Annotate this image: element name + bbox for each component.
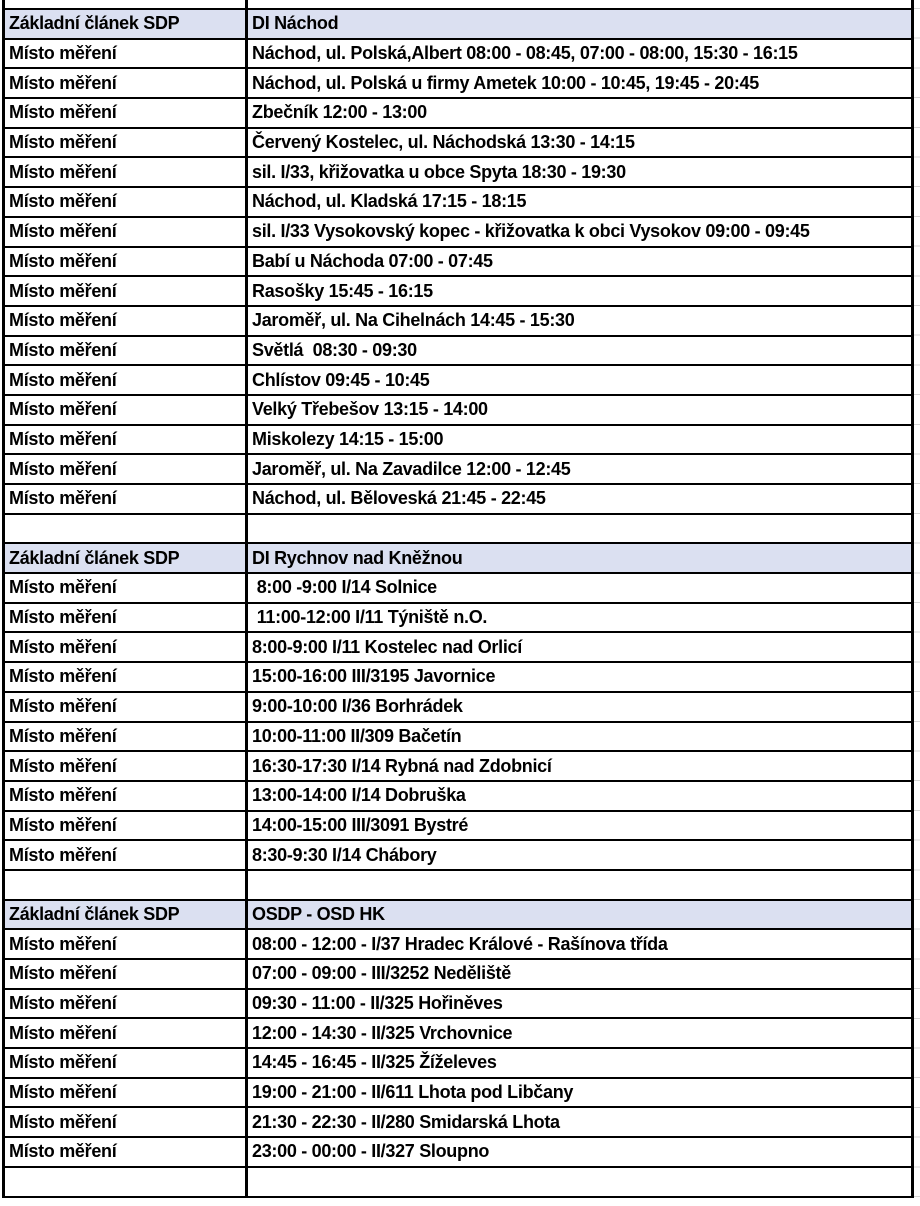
row-label-cell[interactable]: Místo měření bbox=[2, 841, 245, 869]
measurement-row bbox=[2, 218, 914, 248]
measurement-row bbox=[2, 129, 914, 159]
measurement-row bbox=[2, 426, 914, 456]
row-label-cell[interactable]: Místo měření bbox=[2, 307, 245, 335]
row-value-cell[interactable]: Chlístov 09:45 - 10:45 bbox=[245, 366, 914, 394]
row-value-cell[interactable]: Jaroměř, ul. Na Zavadilce 12:00 - 12:45 bbox=[245, 455, 914, 483]
section-label-cell[interactable]: Základní článek SDP bbox=[2, 10, 245, 38]
row-label-cell[interactable]: Místo měření bbox=[2, 277, 245, 305]
section-label-cell[interactable]: Základní článek SDP bbox=[2, 901, 245, 929]
measurement-row bbox=[2, 604, 914, 634]
row-label-cell[interactable]: Místo měření bbox=[2, 485, 245, 513]
row-label-cell[interactable]: Místo měření bbox=[2, 188, 245, 216]
row-value-cell[interactable]: Zbečník 12:00 - 13:00 bbox=[245, 99, 914, 127]
row-value-cell[interactable]: Náchod, ul. Kladská 17:15 - 18:15 bbox=[245, 188, 914, 216]
row-label-cell[interactable]: Místo měření bbox=[2, 69, 245, 97]
row-label-cell[interactable]: Místo měření bbox=[2, 396, 245, 424]
measurement-row bbox=[2, 1138, 914, 1168]
row-value-cell[interactable]: 8:30-9:30 I/14 Chábory bbox=[245, 841, 914, 869]
row-value-cell[interactable]: Světlá 08:30 - 09:30 bbox=[245, 337, 914, 365]
row-value-cell[interactable]: 13:00-14:00 I/14 Dobruška bbox=[245, 782, 914, 810]
row-value-cell[interactable]: 23:00 - 00:00 - II/327 Sloupno bbox=[245, 1138, 914, 1166]
row-label-cell[interactable]: Místo měření bbox=[2, 426, 245, 454]
empty-row bbox=[2, 871, 914, 901]
row-value-cell[interactable] bbox=[245, 0, 914, 8]
row-label-cell[interactable]: Místo měření bbox=[2, 158, 245, 186]
row-label-cell[interactable]: Místo měření bbox=[2, 604, 245, 632]
row-label-cell[interactable] bbox=[2, 0, 245, 8]
row-value-cell[interactable]: Náchod, ul. Běloveská 21:45 - 22:45 bbox=[245, 485, 914, 513]
measurement-row bbox=[2, 485, 914, 515]
row-label-cell[interactable]: Místo měření bbox=[2, 40, 245, 68]
row-value-cell[interactable]: 14:00-15:00 III/3091 Bystré bbox=[245, 812, 914, 840]
row-value-cell[interactable]: sil. I/33 Vysokovský kopec - křižovatka k obci Vysokov 09:00 - 09:45 bbox=[245, 218, 914, 246]
row-label-cell[interactable]: Místo měření bbox=[2, 574, 245, 602]
section-value-cell[interactable]: OSDP - OSD HK bbox=[245, 901, 914, 929]
measurement-row bbox=[2, 99, 914, 129]
row-value-cell[interactable] bbox=[245, 1168, 914, 1196]
row-label-cell[interactable]: Místo měření bbox=[2, 248, 245, 276]
measurement-row bbox=[2, 841, 914, 871]
row-label-cell[interactable]: Místo měření bbox=[2, 693, 245, 721]
section-header-row bbox=[2, 901, 914, 931]
measurement-row bbox=[2, 366, 914, 396]
measurement-row bbox=[2, 693, 914, 723]
measurement-row bbox=[2, 1079, 914, 1109]
measurement-row bbox=[2, 248, 914, 278]
row-value-cell[interactable]: Náchod, ul. Polská u firmy Ametek 10:00 - 10:45, 19:45 - 20:45 bbox=[245, 69, 914, 97]
section-value-cell[interactable]: DI Rychnov nad Kněžnou bbox=[245, 544, 914, 572]
measurement-row bbox=[2, 782, 914, 812]
row-value-cell[interactable]: 09:30 - 11:00 - II/325 Hořiněves bbox=[245, 990, 914, 1018]
row-label-cell[interactable]: Místo měření bbox=[2, 930, 245, 958]
row-value-cell[interactable]: 12:00 - 14:30 - II/325 Vrchovnice bbox=[245, 1019, 914, 1047]
measurement-row bbox=[2, 930, 914, 960]
measurement-row bbox=[2, 396, 914, 426]
row-label-cell[interactable]: Místo měření bbox=[2, 990, 245, 1018]
row-value-cell[interactable]: 07:00 - 09:00 - III/3252 Neděliště bbox=[245, 960, 914, 988]
row-value-cell[interactable]: Velký Třebešov 13:15 - 14:00 bbox=[245, 396, 914, 424]
measurement-row bbox=[2, 574, 914, 604]
section-header-row bbox=[2, 544, 914, 574]
row-label-cell[interactable]: Místo měření bbox=[2, 455, 245, 483]
row-label-cell[interactable] bbox=[2, 1168, 245, 1196]
row-value-cell[interactable]: 14:45 - 16:45 - II/325 Žíželeves bbox=[245, 1049, 914, 1077]
section-value-cell[interactable]: DI Náchod bbox=[245, 10, 914, 38]
row-value-cell[interactable]: Náchod, ul. Polská,Albert 08:00 - 08:45, 07:00 - 08:00, 15:30 - 16:15 bbox=[245, 40, 914, 68]
row-value-cell[interactable]: 19:00 - 21:00 - II/611 Lhota pod Libčany bbox=[245, 1079, 914, 1107]
row-label-cell[interactable]: Místo měření bbox=[2, 1019, 245, 1047]
row-value-cell[interactable]: 8:00-9:00 I/11 Kostelec nad Orlicí bbox=[245, 633, 914, 661]
row-value-cell[interactable]: 8:00 -9:00 I/14 Solnice bbox=[245, 574, 914, 602]
row-label-cell[interactable]: Místo měření bbox=[2, 129, 245, 157]
section-label-cell[interactable]: Základní článek SDP bbox=[2, 544, 245, 572]
row-label-cell[interactable]: Místo měření bbox=[2, 752, 245, 780]
row-label-cell[interactable]: Místo měření bbox=[2, 723, 245, 751]
measurement-row bbox=[2, 1019, 914, 1049]
measurement-row bbox=[2, 188, 914, 218]
measurement-row bbox=[2, 812, 914, 842]
measurement-row bbox=[2, 158, 914, 188]
row-value-cell[interactable] bbox=[245, 515, 914, 543]
measurement-row bbox=[2, 723, 914, 753]
empty-row bbox=[2, 1168, 914, 1198]
row-label-cell[interactable] bbox=[2, 515, 245, 543]
row-value-cell[interactable]: 16:30-17:30 I/14 Rybná nad Zdobnicí bbox=[245, 752, 914, 780]
row-label-cell[interactable]: Místo měření bbox=[2, 1079, 245, 1107]
clipped-top-row bbox=[2, 0, 914, 10]
row-value-cell[interactable] bbox=[245, 871, 914, 899]
row-label-cell[interactable]: Místo měření bbox=[2, 1138, 245, 1166]
row-value-cell[interactable]: Červený Kostelec, ul. Náchodská 13:30 - 14:15 bbox=[245, 129, 914, 157]
row-value-cell[interactable]: 08:00 - 12:00 - I/37 Hradec Králové - Rašínova třída bbox=[245, 930, 914, 958]
row-label-cell[interactable]: Místo měření bbox=[2, 633, 245, 661]
row-value-cell[interactable]: Miskolezy 14:15 - 15:00 bbox=[245, 426, 914, 454]
row-value-cell[interactable]: 15:00-16:00 III/3195 Javornice bbox=[245, 663, 914, 691]
row-value-cell[interactable]: Jaroměř, ul. Na Cihelnách 14:45 - 15:30 bbox=[245, 307, 914, 335]
empty-row bbox=[2, 515, 914, 545]
row-label-cell[interactable]: Místo měření bbox=[2, 1108, 245, 1136]
row-label-cell[interactable]: Místo měření bbox=[2, 366, 245, 394]
measurement-row bbox=[2, 1108, 914, 1138]
row-value-cell[interactable]: 21:30 - 22:30 - II/280 Smidarská Lhota bbox=[245, 1108, 914, 1136]
measurement-row bbox=[2, 455, 914, 485]
section-header-row bbox=[2, 10, 914, 40]
row-label-cell[interactable]: Místo měření bbox=[2, 1049, 245, 1077]
sheet-gridline-gutter bbox=[914, 8, 920, 1200]
row-value-cell[interactable]: Rasošky 15:45 - 16:15 bbox=[245, 277, 914, 305]
measurement-row bbox=[2, 663, 914, 693]
row-value-cell[interactable]: 10:00-11:00 II/309 Bačetín bbox=[245, 723, 914, 751]
measurement-row bbox=[2, 40, 914, 70]
measurement-row bbox=[2, 990, 914, 1020]
row-value-cell[interactable]: 11:00-12:00 I/11 Týniště n.O. bbox=[245, 604, 914, 632]
row-label-cell[interactable]: Místo měření bbox=[2, 218, 245, 246]
row-label-cell[interactable]: Místo měření bbox=[2, 663, 245, 691]
row-value-cell[interactable]: Babí u Náchoda 07:00 - 07:45 bbox=[245, 248, 914, 276]
measurement-row bbox=[2, 1049, 914, 1079]
row-label-cell[interactable]: Místo měření bbox=[2, 960, 245, 988]
row-label-cell[interactable]: Místo měření bbox=[2, 337, 245, 365]
measurement-row bbox=[2, 633, 914, 663]
row-label-cell[interactable]: Místo měření bbox=[2, 99, 245, 127]
measurement-row bbox=[2, 960, 914, 990]
row-value-cell[interactable]: 9:00-10:00 I/36 Borhrádek bbox=[245, 693, 914, 721]
row-label-cell[interactable]: Místo měření bbox=[2, 812, 245, 840]
measurement-row bbox=[2, 337, 914, 367]
measurement-row bbox=[2, 69, 914, 99]
row-label-cell[interactable] bbox=[2, 871, 245, 899]
row-label-cell[interactable]: Místo měření bbox=[2, 782, 245, 810]
measurement-row bbox=[2, 752, 914, 782]
measurement-table bbox=[2, 0, 914, 1198]
measurement-row bbox=[2, 277, 914, 307]
row-value-cell[interactable]: sil. I/33, křižovatka u obce Spyta 18:30 - 19:30 bbox=[245, 158, 914, 186]
measurement-row bbox=[2, 307, 914, 337]
